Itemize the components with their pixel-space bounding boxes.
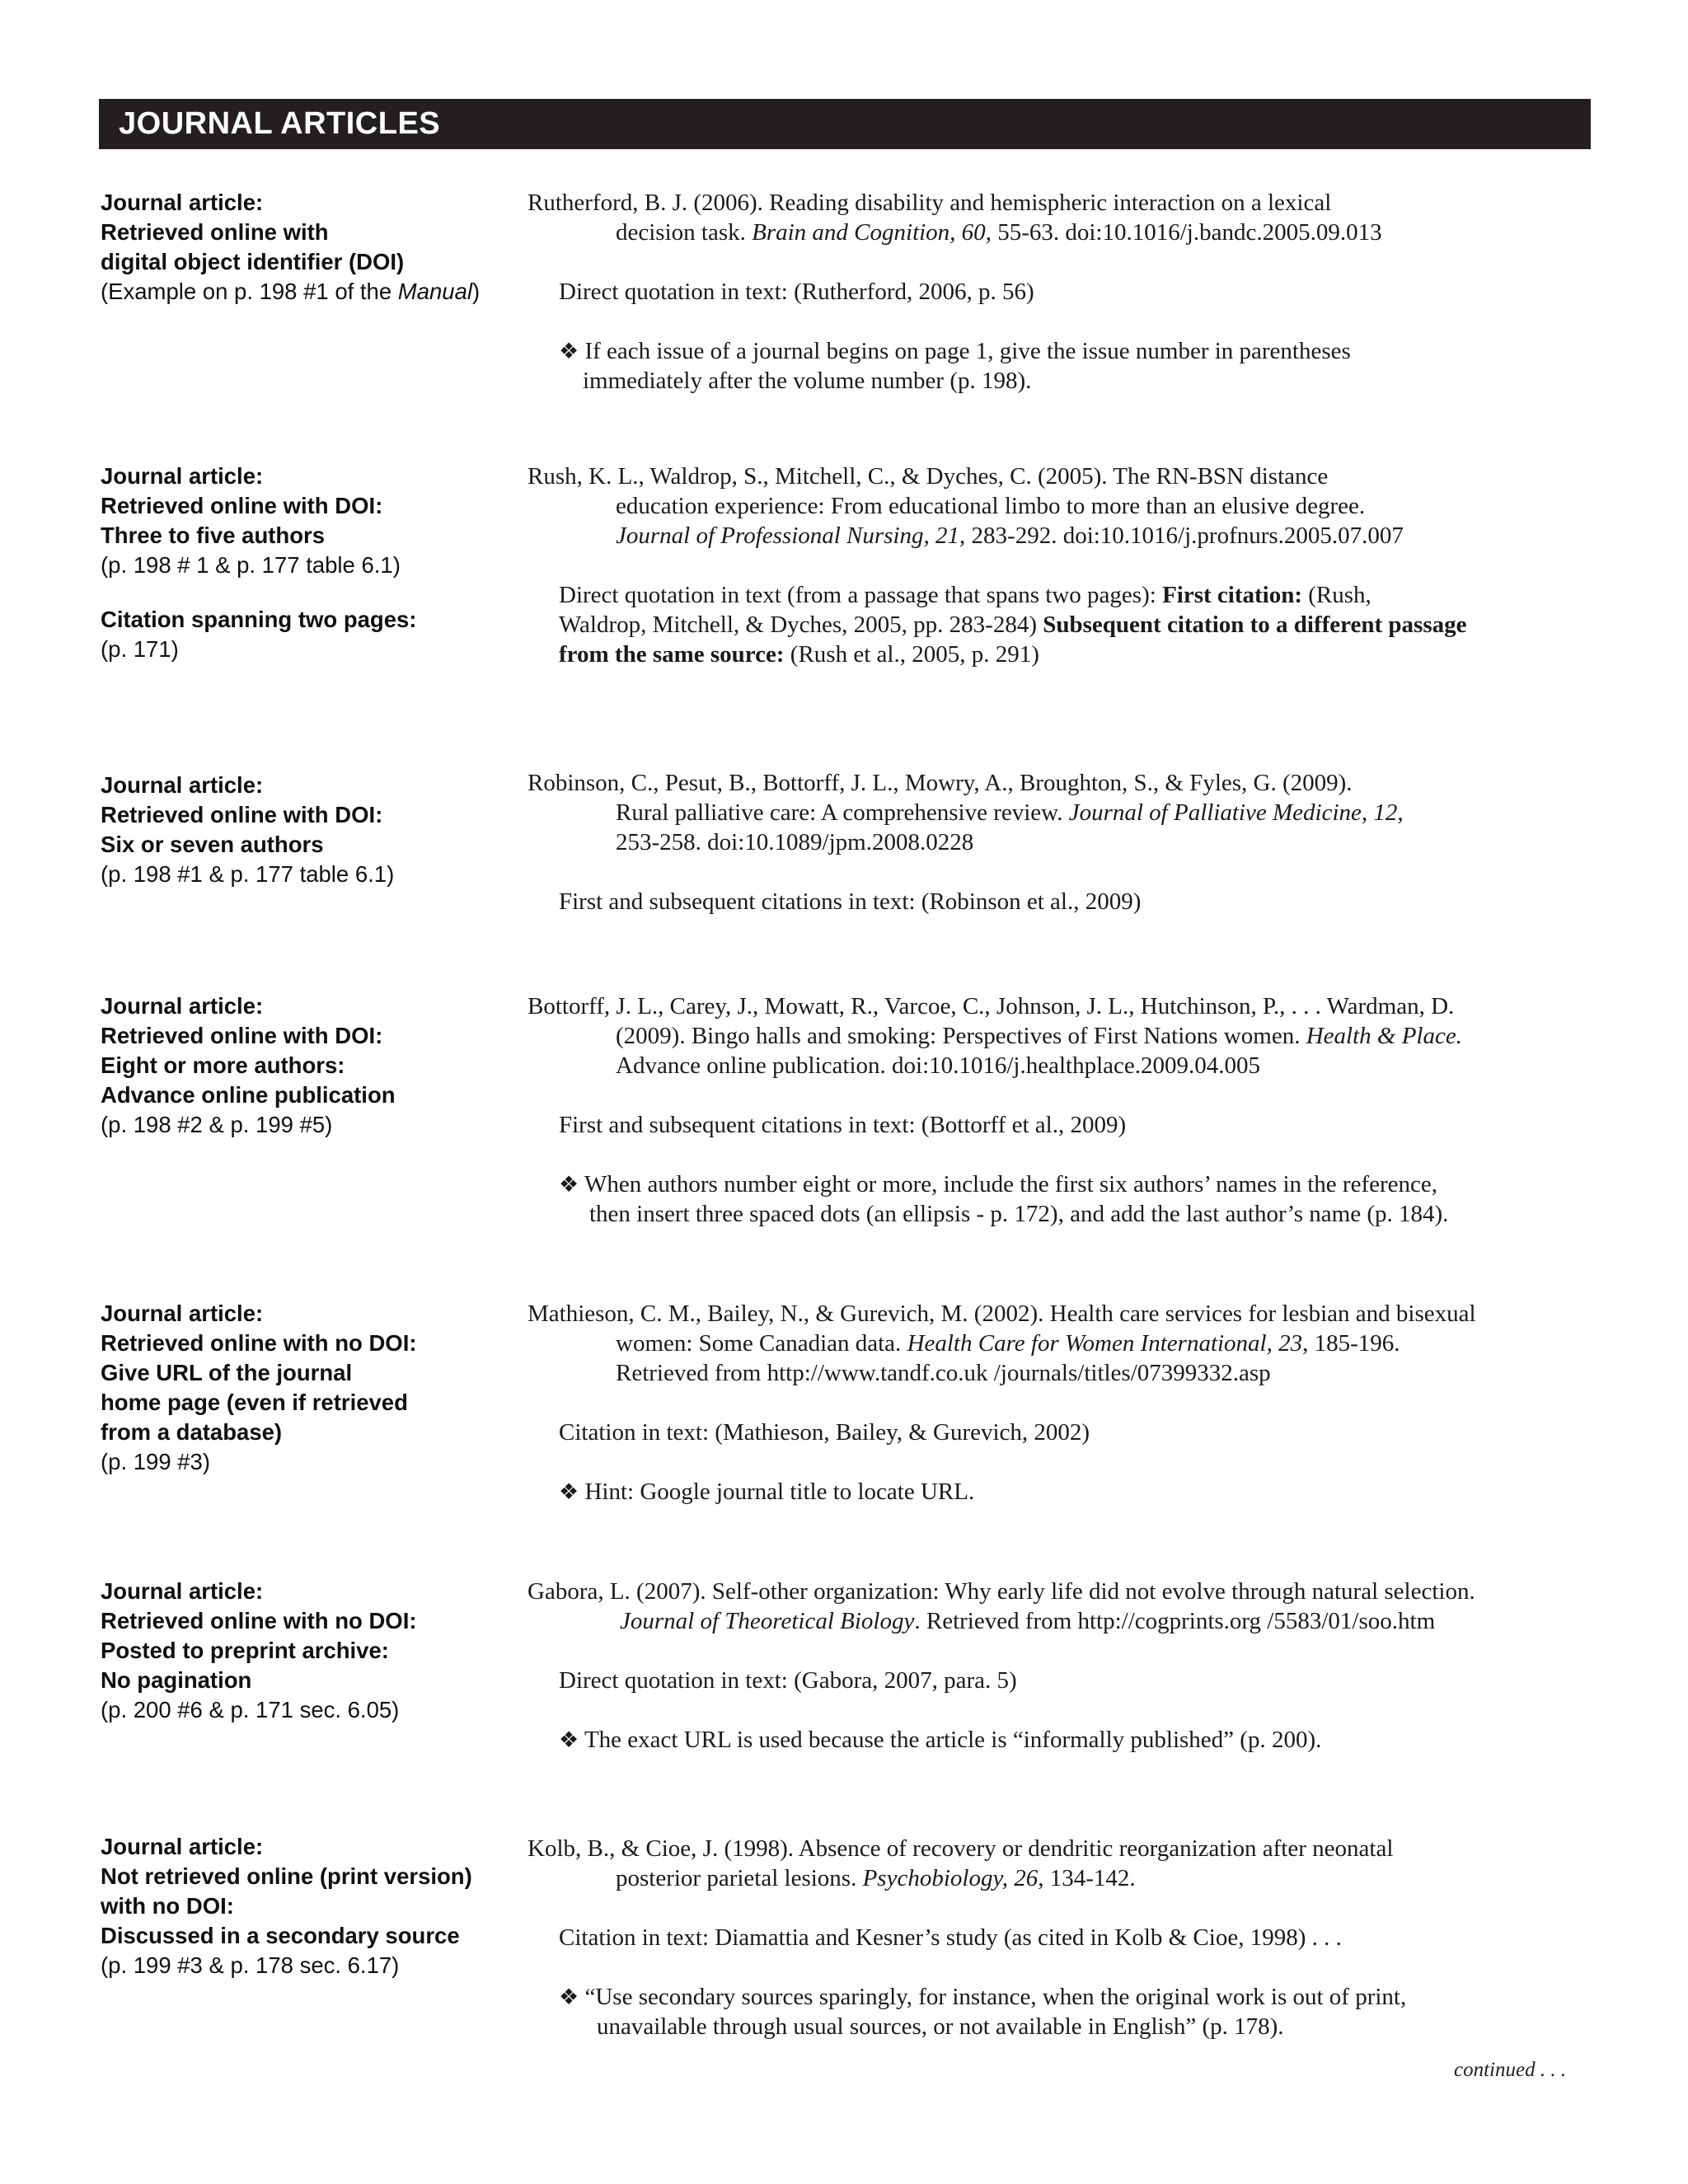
reference-line: Robinson, C., Pesut, B., Bottorff, J. L., Mowry, A., Broughton, S., & Fyles, G. (2009). (528, 770, 1353, 796)
label-line: Six or seven authors (101, 832, 324, 857)
tip-text: “Use secondary sources sparingly, for instance, when the original work is out of print, (584, 1984, 1407, 2010)
label-line: Retrieved online with DOI: (101, 802, 383, 827)
diamond-bullet-icon: ❖ (559, 339, 579, 363)
entry-label-six-seven-authors (101, 771, 529, 889)
entry-body-preprint (528, 1577, 1599, 1755)
citation-text: Waldrop, Mitchell, & Dyches, 2005, pp. 283-284) (559, 612, 1043, 638)
label-line: Not retrieved online (print version) (101, 1863, 472, 1889)
label-line: with no DOI: (101, 1893, 234, 1919)
label-line: Give URL of the journal (101, 1360, 353, 1385)
label-line: Journal article: (101, 190, 264, 215)
label-line: Journal article: (101, 772, 264, 798)
reference-text: women: Some Canadian data. (616, 1330, 907, 1357)
entry-body-doi (528, 188, 1599, 396)
citation-emphasis: Subsequent citation to a different passage (1043, 612, 1467, 638)
label-line: home page (even if retrieved (101, 1390, 408, 1415)
label-line: No pagination (101, 1667, 252, 1693)
tip-note (528, 1982, 1599, 2012)
reference-line (528, 521, 1599, 551)
reference-text: posterior parietal lesions. (616, 1865, 863, 1891)
label-line: Citation spanning two pages: (101, 607, 417, 632)
in-text-citation: First and subsequent citations in text: (Robinson et al., 2009) (559, 888, 1142, 915)
entry-body-eight-plus-authors (528, 991, 1599, 1229)
in-text-citation (528, 610, 1599, 640)
reference-text: Rural palliative care: A comprehensive review. (616, 799, 1069, 826)
reference-text: decision task. (616, 219, 753, 246)
reference-line: Retrieved from http://www.tandf.co.uk /journals/titles/07399332.asp (616, 1360, 1271, 1386)
citation-text: (Rush, (1301, 582, 1372, 608)
entry-label-three-five-authors (101, 462, 529, 664)
entry-label-eight-plus-authors (101, 991, 529, 1140)
section-header-bar (99, 99, 1591, 149)
label-page-note: (p. 171) (101, 636, 179, 662)
label-note-text: (Example on p. 198 #1 of the (101, 279, 398, 304)
label-line: digital object identifier (DOI) (101, 249, 405, 274)
reference-line (528, 1329, 1599, 1358)
tip-note-cont: immediately after the volume number (p. 198). (583, 368, 1032, 394)
in-text-citation: Citation in text: (Mathieson, Bailey, & Gurevich, 2002) (559, 1419, 1090, 1446)
label-page-note: (p. 198 # 1 & p. 177 table 6.1) (101, 552, 401, 578)
in-text-citation: Citation in text: Diamattia and Kesner’s study (as cited in Kolb & Cioe, 1998) . . . (559, 1924, 1342, 1951)
label-gap (101, 580, 529, 605)
label-page-note: (p. 198 #2 & p. 199 #5) (101, 1112, 333, 1137)
label-line: Retrieved online with no DOI: (101, 1608, 417, 1633)
diamond-bullet-icon: ❖ (559, 1727, 579, 1752)
reference-line: Kolb, B., & Cioe, J. (1998). Absence of recovery or dendritic reorganization after neonatal (528, 1835, 1394, 1862)
reference-line: Gabora, L. (2007). Self-other organization: Why early life did not evolve through natural selection. (528, 1578, 1475, 1605)
label-line: Journal article: (101, 1578, 264, 1604)
entry-label-preprint (101, 1577, 529, 1725)
reference-line (528, 1863, 1599, 1893)
journal-title: Brain and Cognition, 60 (752, 219, 986, 246)
reference-text: , 134-142. (1038, 1865, 1136, 1891)
reference-line (528, 798, 1599, 827)
in-text-citation: Direct quotation in text: (Gabora, 2007, para. 5) (559, 1667, 1017, 1694)
journal-title: Journal of Theoretical Biology (620, 1608, 915, 1634)
reference-line: education experience: From educational limbo to more than an elusive degree. (616, 493, 1366, 519)
journal-title: Journal of Palliative Medicine, 12 (1068, 799, 1398, 826)
label-page-note: (p. 199 #3 & p. 178 sec. 6.17) (101, 1952, 400, 1978)
entry-body-three-five-authors (528, 462, 1599, 669)
reference-line (528, 218, 1599, 247)
reference-text: , (1397, 799, 1404, 826)
reference-line: Rutherford, B. J. (2006). Reading disability and hemispheric interaction on a lexical (528, 190, 1332, 216)
label-line: Retrieved online with (101, 219, 329, 245)
section-title: JOURNAL ARTICLES (119, 106, 441, 141)
reference-line (528, 1021, 1599, 1051)
label-line: Posted to preprint archive: (101, 1638, 389, 1663)
continued-note: continued . . . (1454, 2059, 1567, 2081)
reference-text: , 283-292. doi:10.1016/j.profnurs.2005.07.007 (959, 523, 1404, 549)
entry-label-no-doi-url (101, 1299, 529, 1477)
entry-body-no-doi-url (528, 1299, 1599, 1507)
citation-text: Direct quotation in text (from a passage that spans two pages): (559, 582, 1163, 608)
in-text-citation: First and subsequent citations in text: (Bottorff et al., 2009) (559, 1112, 1127, 1138)
label-line: Journal article: (101, 463, 264, 489)
reference-line: Advance online publication. doi:10.1016/j.healthplace.2009.04.005 (616, 1052, 1261, 1079)
label-page-note: (p. 198 #1 & p. 177 table 6.1) (101, 861, 395, 887)
tip-text: The exact URL is used because the article is “informally published” (p. 200). (584, 1727, 1322, 1753)
journal-title: Health Care for Women International, 23 (907, 1330, 1303, 1357)
tip-note-cont: then insert three spaced dots (an ellipsis - p. 172), and add the last author’s name (p. 184). (589, 1201, 1449, 1227)
label-line: Three to five authors (101, 523, 325, 548)
in-text-citation (528, 580, 1599, 610)
label-page-note (101, 277, 529, 307)
label-line: Retrieved online with DOI: (101, 1023, 383, 1048)
diamond-bullet-icon: ❖ (559, 1172, 579, 1197)
label-line: Eight or more authors: (101, 1052, 345, 1078)
reference-text: (2009). Bingo halls and smoking: Perspectives of First Nations women. (616, 1023, 1306, 1049)
label-line: from a database) (101, 1419, 283, 1445)
reference-line: 253-258. doi:10.1089/jpm.2008.0228 (616, 829, 974, 855)
entry-body-secondary-source (528, 1834, 1599, 2041)
reference-line: Bottorff, J. L., Carey, J., Mowatt, R., Varcoe, C., Johnson, J. L., Hutchinson, P., . . . Wardman, D. (528, 993, 1455, 1019)
tip-note-cont: unavailable through usual sources, or not available in English” (p. 178). (597, 2013, 1284, 2040)
tip-note (528, 1725, 1599, 1755)
tip-text: If each issue of a journal begins on page 1, give the issue number in parentheses (584, 338, 1351, 364)
tip-note (528, 1477, 1599, 1507)
label-line: Journal article: (101, 993, 264, 1019)
reference-text: , 55-63. doi:10.1016/j.bandc.2005.09.013 (985, 219, 1382, 246)
label-line: Retrieved online with no DOI: (101, 1330, 417, 1356)
label-line: Journal article: (101, 1301, 264, 1326)
entry-body-six-seven-authors (528, 768, 1599, 916)
label-line: Retrieved online with DOI: (101, 493, 383, 518)
tip-note (528, 1169, 1599, 1199)
citation-emphasis: First citation: (1162, 582, 1302, 608)
journal-title: Psychobiology, 26 (862, 1865, 1039, 1891)
reference-line: Rush, K. L., Waldrop, S., Mitchell, C., & Dyches, C. (2005). The RN-BSN distance (528, 463, 1329, 490)
label-line: Journal article: (101, 1834, 264, 1859)
tip-note (528, 336, 1599, 366)
reference-text: . Retrieved from http://cogprints.org /5583/01/soo.htm (914, 1608, 1436, 1634)
journal-title: Journal of Professional Nursing, 21 (616, 523, 960, 549)
citation-emphasis: from the same source: (559, 641, 785, 668)
in-text-citation (528, 640, 1599, 669)
tip-text: When authors number eight or more, include the first six authors’ names in the reference, (584, 1171, 1438, 1197)
label-line: Advance online publication (101, 1082, 396, 1108)
label-note-manual: Manual (397, 279, 472, 304)
label-line: Discussed in a secondary source (101, 1923, 460, 1948)
label-page-note: (p. 200 #6 & p. 171 sec. 6.05) (101, 1697, 400, 1722)
in-text-citation: Direct quotation in text: (Rutherford, 2006, p. 56) (559, 279, 1034, 305)
entry-label-secondary-source (101, 1832, 529, 1980)
reference-line: Mathieson, C. M., Bailey, N., & Gurevich, M. (2002). Health care services for lesbian and bisexual (528, 1301, 1476, 1327)
label-note-text: ) (472, 279, 481, 304)
diamond-bullet-icon: ❖ (559, 1985, 579, 2009)
journal-title: Health & Place. (1306, 1023, 1462, 1049)
entry-label-doi (101, 188, 529, 307)
reference-line (528, 1606, 1599, 1636)
label-page-note: (p. 199 #3) (101, 1449, 211, 1474)
citation-text: (Rush et al., 2005, p. 291) (784, 641, 1039, 668)
diamond-bullet-icon: ❖ (559, 1479, 579, 1504)
reference-text: , 185-196. (1302, 1330, 1400, 1357)
tip-text: Hint: Google journal title to locate URL. (584, 1479, 975, 1505)
